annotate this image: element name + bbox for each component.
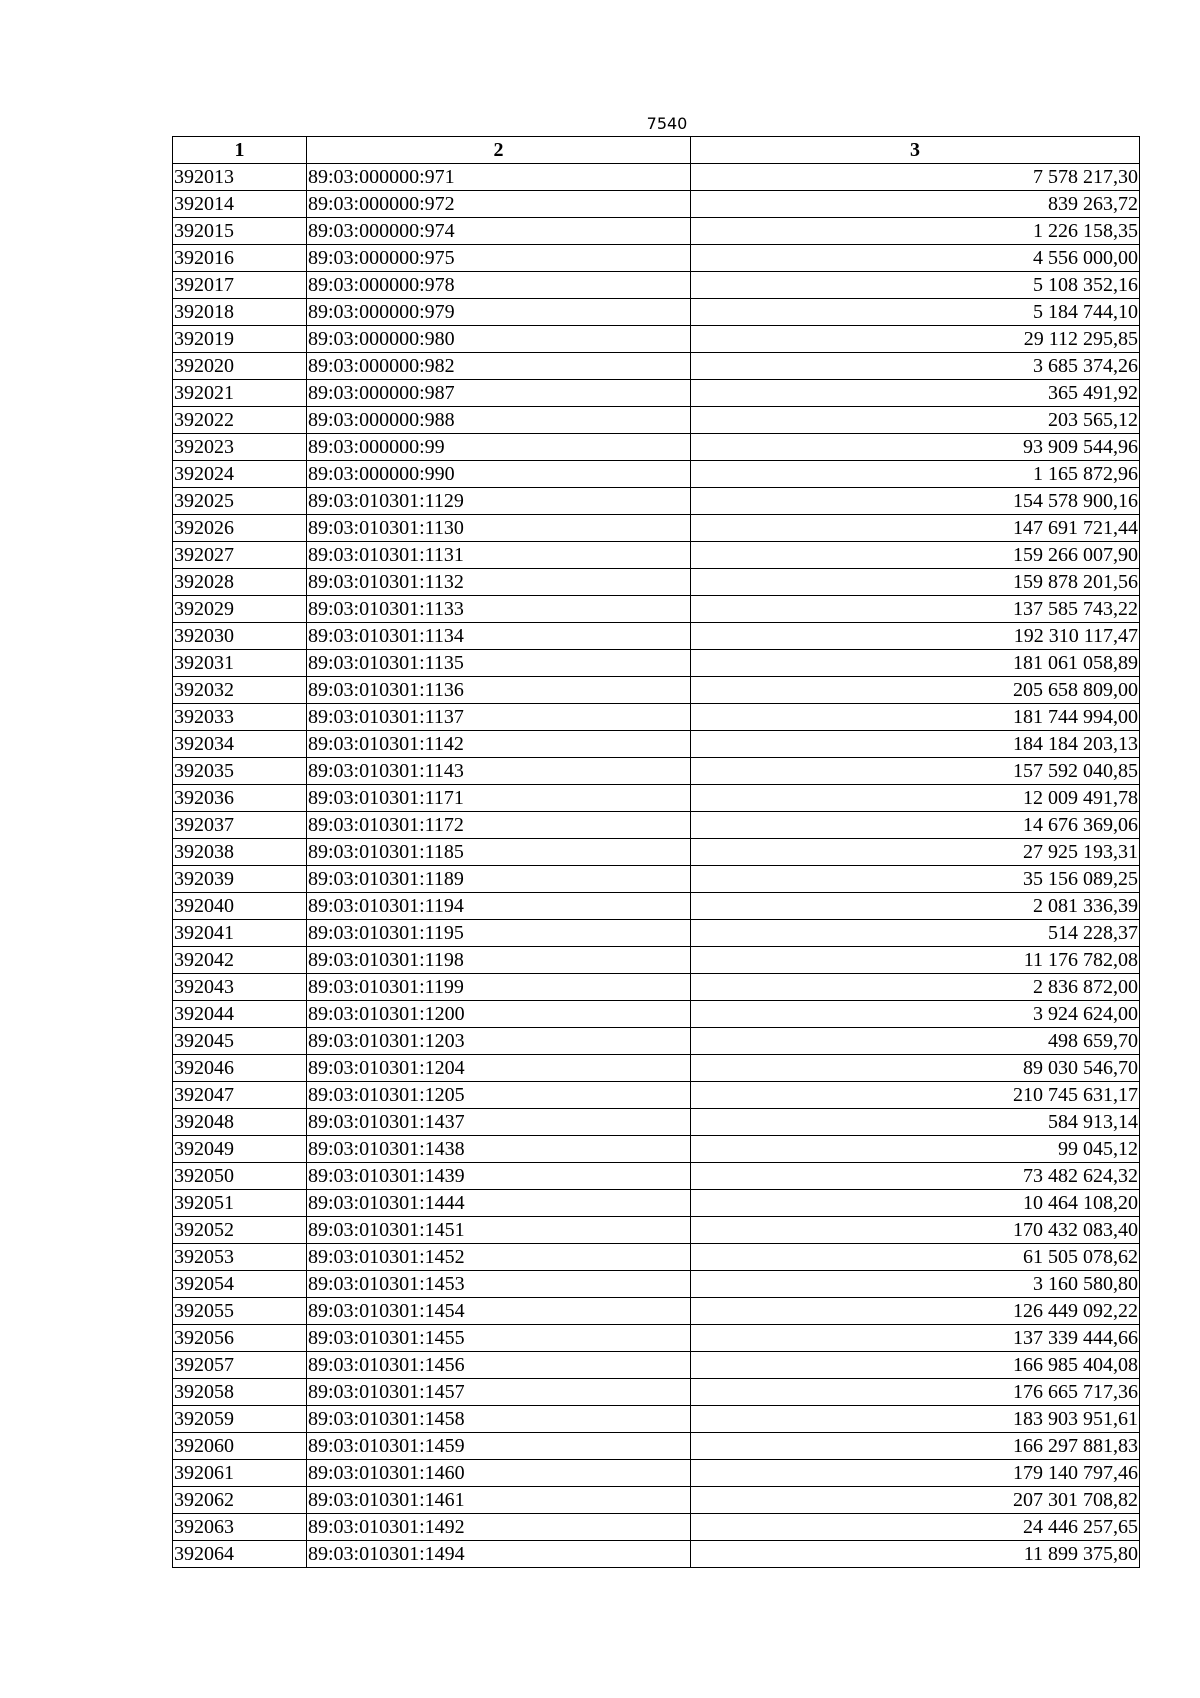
table-row xyxy=(173,1001,1140,1028)
value-cell: 137 339 444,66 xyxy=(691,1325,1140,1352)
cadastral-number-cell: 89:03:010301:1142 xyxy=(307,731,691,758)
row-number-cell: 392026 xyxy=(173,515,307,542)
value-cell: 205 658 809,00 xyxy=(691,677,1140,704)
cadastral-number-cell: 89:03:010301:1461 xyxy=(307,1487,691,1514)
row-number-cell: 392060 xyxy=(173,1433,307,1460)
table-row xyxy=(173,1082,1140,1109)
row-number-cell: 392040 xyxy=(173,893,307,920)
cadastral-number-cell: 89:03:010301:1129 xyxy=(307,488,691,515)
cadastral-number-cell: 89:03:010301:1135 xyxy=(307,650,691,677)
table-row xyxy=(173,272,1140,299)
value-cell: 27 925 193,31 xyxy=(691,839,1140,866)
table-row xyxy=(173,893,1140,920)
table-row xyxy=(173,1514,1140,1541)
row-number-cell: 392015 xyxy=(173,218,307,245)
value-cell: 166 985 404,08 xyxy=(691,1352,1140,1379)
row-number-cell: 392051 xyxy=(173,1190,307,1217)
table-row xyxy=(173,1298,1140,1325)
value-cell: 210 745 631,17 xyxy=(691,1082,1140,1109)
cadastral-number-cell: 89:03:000000:988 xyxy=(307,407,691,434)
value-cell: 183 903 951,61 xyxy=(691,1406,1140,1433)
row-number-cell: 392061 xyxy=(173,1460,307,1487)
table-row xyxy=(173,164,1140,191)
value-cell: 93 909 544,96 xyxy=(691,434,1140,461)
row-number-cell: 392021 xyxy=(173,380,307,407)
table-row xyxy=(173,1217,1140,1244)
value-cell: 184 184 203,13 xyxy=(691,731,1140,758)
value-cell: 10 464 108,20 xyxy=(691,1190,1140,1217)
cadastral-number-cell: 89:03:010301:1458 xyxy=(307,1406,691,1433)
table-row xyxy=(173,1325,1140,1352)
cadastral-number-cell: 89:03:010301:1452 xyxy=(307,1244,691,1271)
cadastral-number-cell: 89:03:010301:1131 xyxy=(307,542,691,569)
column-header-3: 3 xyxy=(691,137,1140,164)
table-row xyxy=(173,1541,1140,1568)
value-cell: 2 081 336,39 xyxy=(691,893,1140,920)
cadastral-number-cell: 89:03:010301:1137 xyxy=(307,704,691,731)
cadastral-number-cell: 89:03:010301:1454 xyxy=(307,1298,691,1325)
row-number-cell: 392045 xyxy=(173,1028,307,1055)
row-number-cell: 392047 xyxy=(173,1082,307,1109)
cadastral-number-cell: 89:03:010301:1194 xyxy=(307,893,691,920)
row-number-cell: 392025 xyxy=(173,488,307,515)
row-number-cell: 392016 xyxy=(173,245,307,272)
row-number-cell: 392058 xyxy=(173,1379,307,1406)
value-cell: 192 310 117,47 xyxy=(691,623,1140,650)
value-cell: 179 140 797,46 xyxy=(691,1460,1140,1487)
cadastral-number-cell: 89:03:010301:1438 xyxy=(307,1136,691,1163)
row-number-cell: 392064 xyxy=(173,1541,307,1568)
value-cell: 147 691 721,44 xyxy=(691,515,1140,542)
table-row xyxy=(173,1109,1140,1136)
value-cell: 1 165 872,96 xyxy=(691,461,1140,488)
row-number-cell: 392046 xyxy=(173,1055,307,1082)
table-row xyxy=(173,812,1140,839)
row-number-cell: 392023 xyxy=(173,434,307,461)
table-body xyxy=(173,164,1140,1568)
cadastral-number-cell: 89:03:010301:1455 xyxy=(307,1325,691,1352)
cadastral-number-cell: 89:03:010301:1204 xyxy=(307,1055,691,1082)
row-number-cell: 392033 xyxy=(173,704,307,731)
row-number-cell: 392048 xyxy=(173,1109,307,1136)
value-cell: 12 009 491,78 xyxy=(691,785,1140,812)
value-cell: 170 432 083,40 xyxy=(691,1217,1140,1244)
page-number: 7540 xyxy=(646,114,688,133)
value-cell: 4 556 000,00 xyxy=(691,245,1140,272)
cadastral-number-cell: 89:03:010301:1437 xyxy=(307,1109,691,1136)
value-cell: 166 297 881,83 xyxy=(691,1433,1140,1460)
value-cell: 176 665 717,36 xyxy=(691,1379,1140,1406)
table-row xyxy=(173,461,1140,488)
cadastral-number-cell: 89:03:010301:1451 xyxy=(307,1217,691,1244)
column-header-1: 1 xyxy=(173,137,307,164)
row-number-cell: 392042 xyxy=(173,947,307,974)
table-row xyxy=(173,785,1140,812)
table-row xyxy=(173,488,1140,515)
cadastral-number-cell: 89:03:010301:1171 xyxy=(307,785,691,812)
value-cell: 365 491,92 xyxy=(691,380,1140,407)
cadastral-number-cell: 89:03:010301:1205 xyxy=(307,1082,691,1109)
value-cell: 35 156 089,25 xyxy=(691,866,1140,893)
value-cell: 5 184 744,10 xyxy=(691,299,1140,326)
value-cell: 89 030 546,70 xyxy=(691,1055,1140,1082)
row-number-cell: 392035 xyxy=(173,758,307,785)
table-row xyxy=(173,1055,1140,1082)
table-row xyxy=(173,1406,1140,1433)
cadastral-number-cell: 89:03:010301:1134 xyxy=(307,623,691,650)
value-cell: 126 449 092,22 xyxy=(691,1298,1140,1325)
cadastral-number-cell: 89:03:010301:1457 xyxy=(307,1379,691,1406)
cadastral-number-cell: 89:03:000000:974 xyxy=(307,218,691,245)
table-row xyxy=(173,1163,1140,1190)
table-row xyxy=(173,920,1140,947)
table-row xyxy=(173,947,1140,974)
table-row xyxy=(173,677,1140,704)
row-number-cell: 392031 xyxy=(173,650,307,677)
row-number-cell: 392056 xyxy=(173,1325,307,1352)
value-cell: 73 482 624,32 xyxy=(691,1163,1140,1190)
data-table xyxy=(172,136,1140,1568)
table-row xyxy=(173,218,1140,245)
table-row xyxy=(173,515,1140,542)
value-cell: 839 263,72 xyxy=(691,191,1140,218)
table-row xyxy=(173,1433,1140,1460)
row-number-cell: 392030 xyxy=(173,623,307,650)
row-number-cell: 392055 xyxy=(173,1298,307,1325)
cadastral-number-cell: 89:03:010301:1203 xyxy=(307,1028,691,1055)
cadastral-number-cell: 89:03:010301:1439 xyxy=(307,1163,691,1190)
row-number-cell: 392017 xyxy=(173,272,307,299)
row-number-cell: 392063 xyxy=(173,1514,307,1541)
cadastral-number-cell: 89:03:010301:1172 xyxy=(307,812,691,839)
row-number-cell: 392041 xyxy=(173,920,307,947)
row-number-cell: 392054 xyxy=(173,1271,307,1298)
value-cell: 24 446 257,65 xyxy=(691,1514,1140,1541)
table-row xyxy=(173,299,1140,326)
cadastral-number-cell: 89:03:000000:982 xyxy=(307,353,691,380)
cadastral-number-cell: 89:03:010301:1492 xyxy=(307,1514,691,1541)
value-cell: 61 505 078,62 xyxy=(691,1244,1140,1271)
value-cell: 203 565,12 xyxy=(691,407,1140,434)
value-cell: 2 836 872,00 xyxy=(691,974,1140,1001)
cadastral-number-cell: 89:03:010301:1199 xyxy=(307,974,691,1001)
row-number-cell: 392014 xyxy=(173,191,307,218)
row-number-cell: 392024 xyxy=(173,461,307,488)
table-row xyxy=(173,326,1140,353)
table-row xyxy=(173,974,1140,1001)
value-cell: 11 176 782,08 xyxy=(691,947,1140,974)
row-number-cell: 392052 xyxy=(173,1217,307,1244)
table-header xyxy=(173,137,1140,164)
value-cell: 29 112 295,85 xyxy=(691,326,1140,353)
row-number-cell: 392038 xyxy=(173,839,307,866)
row-number-cell: 392028 xyxy=(173,569,307,596)
table-row xyxy=(173,1244,1140,1271)
value-cell: 154 578 900,16 xyxy=(691,488,1140,515)
row-number-cell: 392020 xyxy=(173,353,307,380)
row-number-cell: 392050 xyxy=(173,1163,307,1190)
cadastral-number-cell: 89:03:000000:990 xyxy=(307,461,691,488)
table-row xyxy=(173,1136,1140,1163)
table-row xyxy=(173,380,1140,407)
cadastral-number-cell: 89:03:000000:975 xyxy=(307,245,691,272)
value-cell: 3 160 580,80 xyxy=(691,1271,1140,1298)
value-cell: 7 578 217,30 xyxy=(691,164,1140,191)
row-number-cell: 392037 xyxy=(173,812,307,839)
value-cell: 498 659,70 xyxy=(691,1028,1140,1055)
column-header-2: 2 xyxy=(307,137,691,164)
cadastral-number-cell: 89:03:010301:1189 xyxy=(307,866,691,893)
table-row xyxy=(173,245,1140,272)
row-number-cell: 392029 xyxy=(173,596,307,623)
row-number-cell: 392062 xyxy=(173,1487,307,1514)
value-cell: 159 878 201,56 xyxy=(691,569,1140,596)
value-cell: 584 913,14 xyxy=(691,1109,1140,1136)
cadastral-number-cell: 89:03:010301:1132 xyxy=(307,569,691,596)
value-cell: 14 676 369,06 xyxy=(691,812,1140,839)
cadastral-number-cell: 89:03:010301:1130 xyxy=(307,515,691,542)
row-number-cell: 392027 xyxy=(173,542,307,569)
cadastral-number-cell: 89:03:000000:978 xyxy=(307,272,691,299)
row-number-cell: 392053 xyxy=(173,1244,307,1271)
row-number-cell: 392043 xyxy=(173,974,307,1001)
cadastral-number-cell: 89:03:000000:971 xyxy=(307,164,691,191)
value-cell: 1 226 158,35 xyxy=(691,218,1140,245)
table-row xyxy=(173,434,1140,461)
cadastral-number-cell: 89:03:010301:1200 xyxy=(307,1001,691,1028)
table-row xyxy=(173,650,1140,677)
cadastral-number-cell: 89:03:000000:972 xyxy=(307,191,691,218)
row-number-cell: 392013 xyxy=(173,164,307,191)
cadastral-number-cell: 89:03:010301:1494 xyxy=(307,1541,691,1568)
cadastral-number-cell: 89:03:010301:1453 xyxy=(307,1271,691,1298)
value-cell: 159 266 007,90 xyxy=(691,542,1140,569)
table-row xyxy=(173,704,1140,731)
cadastral-number-cell: 89:03:000000:979 xyxy=(307,299,691,326)
row-number-cell: 392034 xyxy=(173,731,307,758)
table-row xyxy=(173,542,1140,569)
table-row xyxy=(173,866,1140,893)
cadastral-number-cell: 89:03:010301:1143 xyxy=(307,758,691,785)
cadastral-number-cell: 89:03:010301:1195 xyxy=(307,920,691,947)
cadastral-number-cell: 89:03:010301:1185 xyxy=(307,839,691,866)
value-cell: 514 228,37 xyxy=(691,920,1140,947)
table-row xyxy=(173,1379,1140,1406)
value-cell: 99 045,12 xyxy=(691,1136,1140,1163)
cadastral-number-cell: 89:03:010301:1456 xyxy=(307,1352,691,1379)
table-row xyxy=(173,758,1140,785)
cadastral-number-cell: 89:03:010301:1444 xyxy=(307,1190,691,1217)
table-row xyxy=(173,407,1140,434)
table-row xyxy=(173,1028,1140,1055)
cadastral-number-cell: 89:03:010301:1136 xyxy=(307,677,691,704)
cadastral-number-cell: 89:03:000000:980 xyxy=(307,326,691,353)
row-number-cell: 392044 xyxy=(173,1001,307,1028)
value-cell: 3 924 624,00 xyxy=(691,1001,1140,1028)
table-row xyxy=(173,596,1140,623)
row-number-cell: 392018 xyxy=(173,299,307,326)
cadastral-number-cell: 89:03:010301:1459 xyxy=(307,1433,691,1460)
row-number-cell: 392019 xyxy=(173,326,307,353)
row-number-cell: 392036 xyxy=(173,785,307,812)
table-row xyxy=(173,569,1140,596)
table-row xyxy=(173,1487,1140,1514)
cadastral-number-cell: 89:03:010301:1198 xyxy=(307,947,691,974)
row-number-cell: 392059 xyxy=(173,1406,307,1433)
cadastral-number-cell: 89:03:000000:99 xyxy=(307,434,691,461)
cadastral-number-cell: 89:03:000000:987 xyxy=(307,380,691,407)
value-cell: 3 685 374,26 xyxy=(691,353,1140,380)
table-row xyxy=(173,191,1140,218)
row-number-cell: 392057 xyxy=(173,1352,307,1379)
header-row xyxy=(173,137,1140,164)
row-number-cell: 392049 xyxy=(173,1136,307,1163)
table-row xyxy=(173,1190,1140,1217)
value-cell: 181 744 994,00 xyxy=(691,704,1140,731)
value-cell: 207 301 708,82 xyxy=(691,1487,1140,1514)
table-row xyxy=(173,1352,1140,1379)
table-row xyxy=(173,1271,1140,1298)
value-cell: 181 061 058,89 xyxy=(691,650,1140,677)
value-cell: 5 108 352,16 xyxy=(691,272,1140,299)
value-cell: 11 899 375,80 xyxy=(691,1541,1140,1568)
cadastral-number-cell: 89:03:010301:1460 xyxy=(307,1460,691,1487)
value-cell: 157 592 040,85 xyxy=(691,758,1140,785)
value-cell: 137 585 743,22 xyxy=(691,596,1140,623)
table-row xyxy=(173,731,1140,758)
table-row xyxy=(173,353,1140,380)
row-number-cell: 392039 xyxy=(173,866,307,893)
table-row xyxy=(173,839,1140,866)
cadastral-number-cell: 89:03:010301:1133 xyxy=(307,596,691,623)
table-row xyxy=(173,1460,1140,1487)
row-number-cell: 392032 xyxy=(173,677,307,704)
table-row xyxy=(173,623,1140,650)
row-number-cell: 392022 xyxy=(173,407,307,434)
